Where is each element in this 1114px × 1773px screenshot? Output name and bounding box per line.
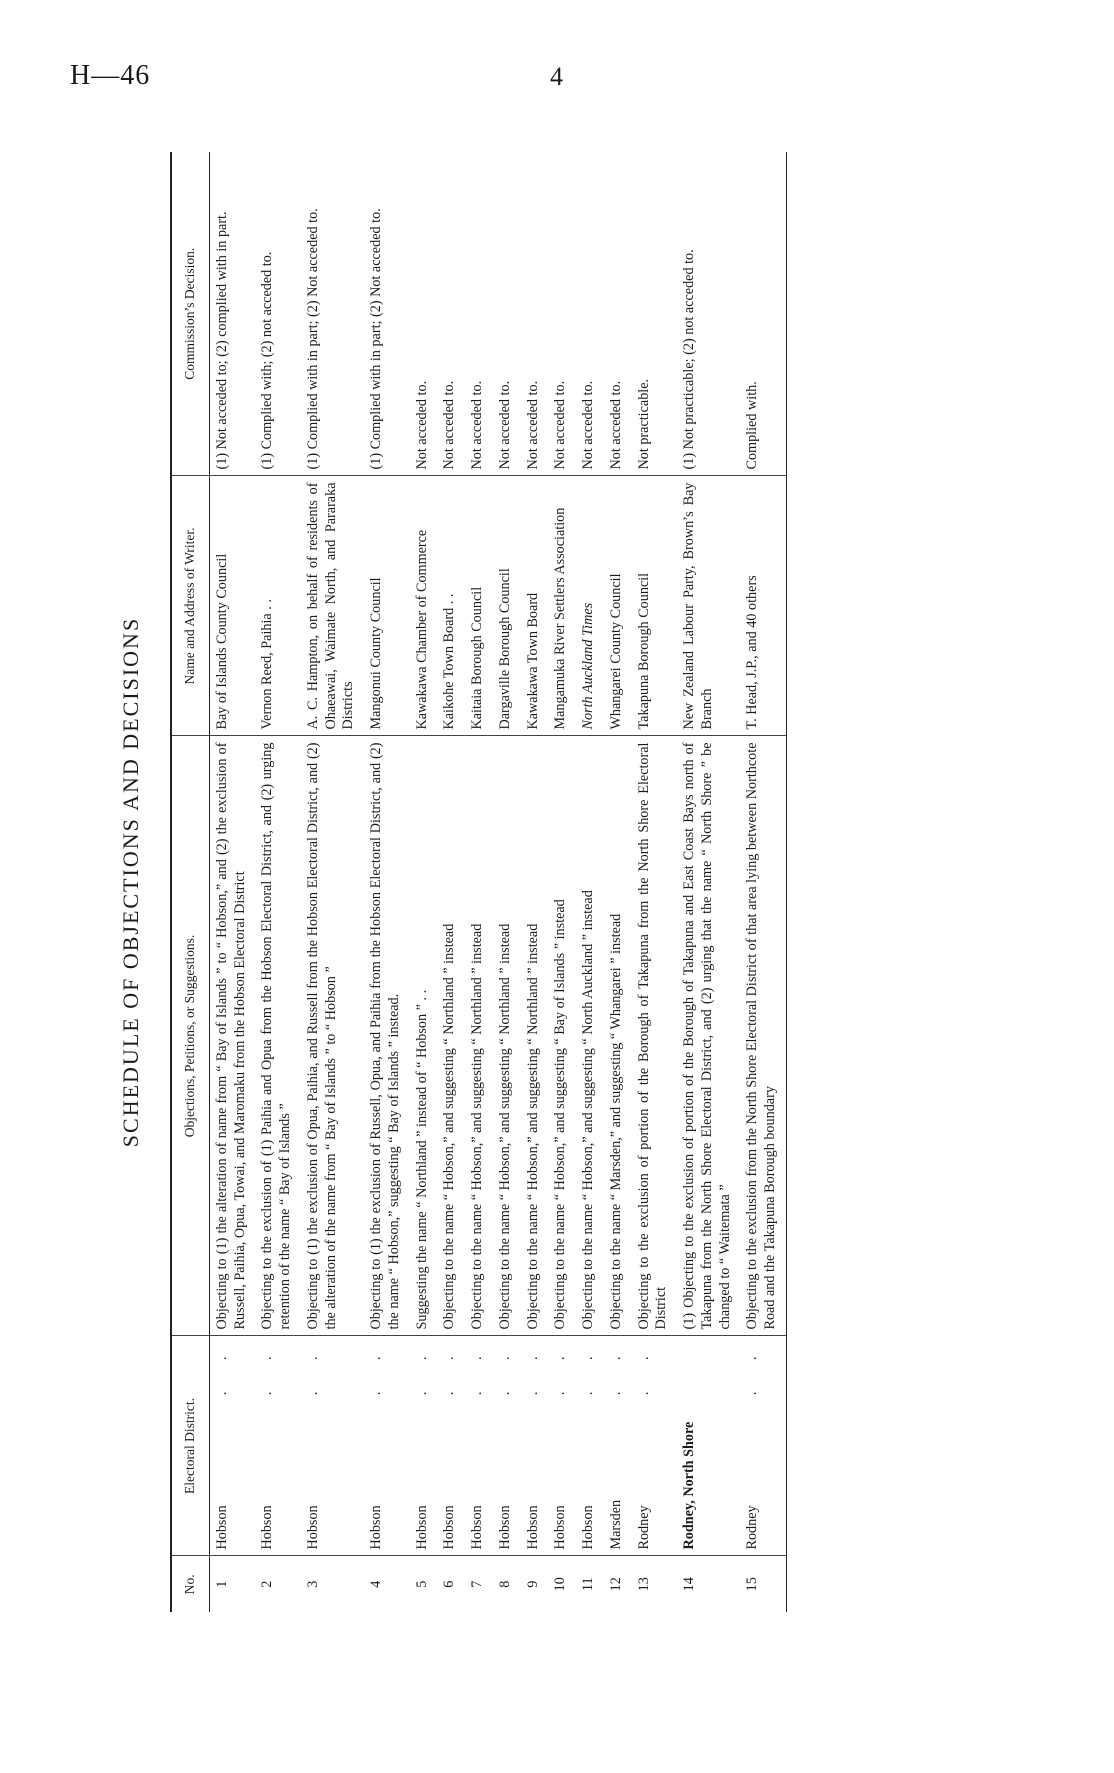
leader-dots: . . — [635, 1342, 652, 1396]
row-number: 7 — [469, 1580, 486, 1588]
writer-name: Kawakawa Town Board — [521, 476, 549, 736]
commission-decision: Not practicable. — [632, 152, 678, 476]
leader-dots: . . — [368, 1342, 385, 1396]
commission-decision: Not acceded to. — [604, 152, 632, 476]
table-row — [410, 152, 438, 1612]
table-body — [209, 152, 786, 1612]
column-header-writer: Name and Address of Writer. — [171, 476, 209, 736]
district-name: Hobson — [413, 1505, 430, 1550]
commission-decision: Not acceded to. — [493, 152, 521, 476]
row-number: 6 — [441, 1580, 458, 1588]
district-name: Rodney — [635, 1505, 652, 1550]
commission-decision: (1) Complied with in part; (2) Not acceded to. — [364, 152, 410, 476]
commission-decision: Not acceded to. — [465, 152, 493, 476]
column-header-no: No. — [171, 1556, 209, 1612]
writer-name: Mangamuka River Settlers Association — [548, 476, 576, 736]
writer-name: New Zealand Labour Party, Brown’s Bay Branch — [677, 476, 740, 736]
district-name: Marsden — [607, 1499, 624, 1550]
objection-text: Objecting to the name “ Hobson,” and suggesting “ Northland ” instead — [521, 736, 549, 1336]
leader-dots: . . — [607, 1342, 624, 1396]
leader-dots: . . — [441, 1342, 458, 1396]
row-number: 11 — [580, 1577, 597, 1592]
electoral-district — [548, 1336, 576, 1556]
district-name: Hobson — [304, 1505, 321, 1550]
writer-name: Whangarei County Council — [604, 476, 632, 736]
schedule-table — [170, 152, 787, 1612]
row-number: 9 — [524, 1580, 541, 1588]
commission-decision: Not acceded to. — [437, 152, 465, 476]
table-row — [632, 152, 678, 1612]
objection-text: Objecting to the name “ Hobson,” and suggesting “ North Auckland ” instead — [576, 736, 604, 1336]
commission-decision: Not acceded to. — [521, 152, 549, 476]
leader-dots: . . — [304, 1342, 321, 1396]
objection-text: Objecting to (1) the alteration of name from “ Bay of Islands ” to “ Hobson,” and (2) the exclusion of Russell, Paihia, Opua, Towai, and Maromaku from the Hobson Electoral District — [209, 736, 255, 1336]
electoral-district — [364, 1336, 410, 1556]
writer-name: Kaikohe Town Board . . — [437, 476, 465, 736]
writer-name: Dargaville Borough Council — [493, 476, 521, 736]
rotated-schedule — [118, 152, 1018, 1612]
electoral-district — [677, 1336, 740, 1556]
leader-dots: . . — [552, 1342, 569, 1396]
document-code: H—46 — [70, 60, 151, 91]
leader-dots: . . — [580, 1342, 597, 1396]
district-name: Hobson — [441, 1505, 458, 1550]
district-name: Hobson — [469, 1505, 486, 1550]
commission-decision: Not acceded to. — [576, 152, 604, 476]
electoral-district — [437, 1336, 465, 1556]
commission-decision: (1) Complied with in part; (2) Not acceded to. — [301, 152, 364, 476]
objection-text: Objecting to (1) the exclusion of Russell, Opua, and Paihia from the Hobson Electoral District, and (2) the name “ Hobson,” suggesting “ Bay of Islands ” instead. — [364, 736, 410, 1336]
column-header-objection: Objections, Petitions, or Suggestions. — [171, 736, 209, 1336]
commission-decision: Complied with. — [740, 152, 786, 476]
leader-dots: . . — [469, 1342, 486, 1396]
objection-text: Objecting to the name “ Hobson,” and suggesting “ Bay of Islands ” instead — [548, 736, 576, 1336]
table-row — [364, 152, 410, 1612]
table-row — [548, 152, 576, 1612]
schedule-title: SCHEDULE OF OBJECTIONS AND DECISIONS — [118, 616, 143, 1148]
district-name: Hobson — [580, 1505, 597, 1550]
electoral-district — [632, 1336, 678, 1556]
row-number: 15 — [740, 1556, 786, 1612]
row-number: 5 — [413, 1580, 430, 1588]
district-name: Hobson — [552, 1505, 569, 1550]
objection-text: Objecting to the exclusion from the North Shore Electoral District of that area lying between Northcote Road and the Takapuna Borough boundary — [740, 736, 786, 1336]
electoral-district — [493, 1336, 521, 1556]
writer-name: A. C. Hampton, on behalf of residents of Ohaeawai, Waimate North, and Pararaka Districts — [301, 476, 364, 736]
objection-text: Objecting to the exclusion of portion of the Borough of Takapuna from the North Shore Electoral District — [632, 736, 678, 1336]
electoral-district — [576, 1336, 604, 1556]
writer-name: Takapuna Borough Council — [632, 476, 678, 736]
table-row — [493, 152, 521, 1612]
leader-dots: . . — [744, 1342, 761, 1396]
electoral-district — [301, 1336, 364, 1556]
district-name: Rodney — [744, 1505, 761, 1550]
writer-name: Vernon Reed, Paihia . . — [255, 476, 301, 736]
table-row — [209, 152, 255, 1612]
district-name: Hobson — [213, 1505, 230, 1550]
row-number: 8 — [496, 1580, 513, 1588]
leader-dots: . . — [213, 1342, 230, 1396]
row-number: 3 — [304, 1580, 321, 1588]
writer-name: North Auckland Times — [576, 476, 604, 736]
row-number: 10 — [552, 1577, 569, 1592]
commission-decision: Not acceded to. — [548, 152, 576, 476]
electoral-district — [209, 1336, 255, 1556]
table-header-row — [171, 152, 209, 1612]
row-number: 14 — [681, 1577, 698, 1592]
objection-text: Objecting to the name “ Hobson,” and suggesting “ Northland ” instead — [493, 736, 521, 1336]
objection-text: Objecting to the name “ Hobson,” and suggesting “ Northland ” instead — [465, 736, 493, 1336]
leader-dots: . . — [524, 1342, 541, 1396]
table-row — [255, 152, 301, 1612]
district-name: Hobson — [368, 1505, 385, 1550]
page-number: 4 — [550, 62, 563, 91]
district-name: Hobson — [524, 1505, 541, 1550]
electoral-district — [255, 1336, 301, 1556]
objection-text: Objecting to the name “ Marsden,” and suggesting “ Whangarei ” instead — [604, 736, 632, 1336]
electoral-district — [604, 1336, 632, 1556]
row-number: 13 — [635, 1577, 652, 1592]
commission-decision: (1) Not acceded to; (2) complied with in part. — [209, 152, 255, 476]
column-header-district: Electoral District. — [171, 1336, 209, 1556]
column-header-decision: Commission’s Decision. — [171, 152, 209, 476]
table-row — [604, 152, 632, 1612]
electoral-district — [740, 1336, 786, 1556]
objection-text: (1) Objecting to the exclusion of portion of the Borough of Takapuna and East Coast Bays north of Takapuna from the North Shore Electoral District, and (2) urging that the name “ North Shore ” be changed to “ Waitemata ” — [677, 736, 740, 1336]
electoral-district — [410, 1336, 438, 1556]
row-number: 4 — [368, 1580, 385, 1588]
table-row — [740, 152, 786, 1612]
district-name: Hobson — [496, 1505, 513, 1550]
commission-decision: (1) Not practicable; (2) not acceded to. — [677, 152, 740, 476]
objection-text: Suggesting the name “ Northland ” instead of “ Hobson ” . . — [410, 736, 438, 1336]
row-number: 2 — [259, 1580, 276, 1588]
objection-text: Objecting to the name “ Hobson,” and suggesting “ Northland ” instead — [437, 736, 465, 1336]
table-row — [521, 152, 549, 1612]
table-row — [437, 152, 465, 1612]
electoral-district — [465, 1336, 493, 1556]
leader-dots: . . — [496, 1342, 513, 1396]
writer-name: T. Head, J.P., and 40 others — [740, 476, 786, 736]
commission-decision: (1) Complied with; (2) not acceded to. — [255, 152, 301, 476]
district-name: Hobson — [259, 1505, 276, 1550]
row-number: 12 — [607, 1577, 624, 1592]
writer-name: Kawakawa Chamber of Commerce — [410, 476, 438, 736]
writer-name: Bay of Islands County Council — [209, 476, 255, 736]
row-number: 1 — [213, 1580, 230, 1588]
writer-name: Kaitaia Borough Council — [465, 476, 493, 736]
objection-text: Objecting to (1) the exclusion of Opua, Paihia, and Russell from the Hobson Electoral District, and (2) the alteration of the name from “ Bay of Islands ” to “ Hobson ” — [301, 736, 364, 1336]
leader-dots: . . — [259, 1342, 276, 1396]
table-row — [677, 152, 740, 1612]
commission-decision: Not acceded to. — [410, 152, 438, 476]
table-row — [576, 152, 604, 1612]
writer-name: Mangonui County Council — [364, 476, 410, 736]
district-name: Rodney, North Shore — [681, 1421, 698, 1550]
electoral-district — [521, 1336, 549, 1556]
leader-dots: . . — [413, 1342, 430, 1396]
table-row — [465, 152, 493, 1612]
table-row — [301, 152, 364, 1612]
objection-text: Objecting to the exclusion of (1) Paihia and Opua from the Hobson Electoral District, and (2) urging retention of the name “ Bay of Islands ” — [255, 736, 301, 1336]
